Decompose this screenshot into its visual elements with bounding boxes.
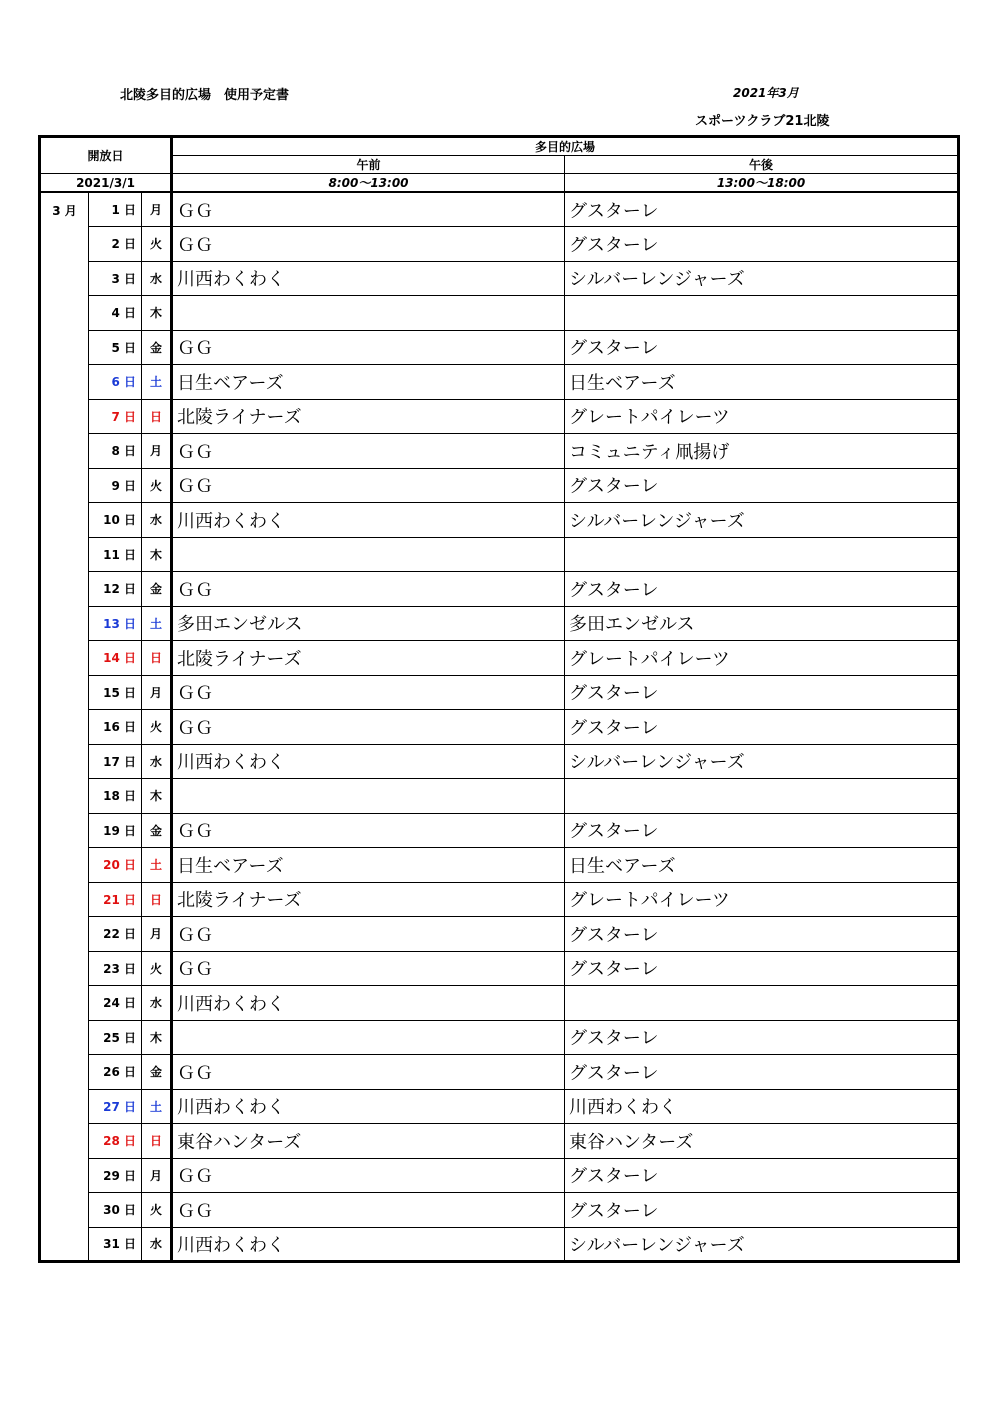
day-number: 29 日 — [89, 1158, 142, 1193]
day-number: 24 日 — [89, 986, 142, 1021]
am-booking: 多田エンゼルス — [172, 606, 565, 641]
facility-header: 多目的広場 — [172, 137, 959, 156]
day-of-week: 火 — [142, 710, 172, 745]
day-of-week: 火 — [142, 951, 172, 986]
table-row — [40, 330, 959, 365]
pm-booking: グスターレ — [565, 675, 959, 710]
day-number: 31 日 — [89, 1227, 142, 1262]
am-booking: ＧＧ — [172, 330, 565, 365]
pm-booking: グレートパイレーツ — [565, 641, 959, 676]
pm-booking: シルバーレンジャーズ — [565, 261, 959, 296]
day-number: 14 日 — [89, 641, 142, 676]
day-number: 13 日 — [89, 606, 142, 641]
am-booking: 北陵ライナーズ — [172, 641, 565, 676]
am-booking: ＧＧ — [172, 572, 565, 607]
day-number: 16 日 — [89, 710, 142, 745]
table-row — [40, 468, 959, 503]
pm-booking: グスターレ — [565, 468, 959, 503]
am-booking: 川西わくわく — [172, 1227, 565, 1262]
am-booking: 北陵ライナーズ — [172, 399, 565, 434]
day-of-week: 土 — [142, 606, 172, 641]
pm-booking: グレートパイレーツ — [565, 399, 959, 434]
day-number: 19 日 — [89, 813, 142, 848]
pm-booking — [565, 779, 959, 814]
table-row — [40, 296, 959, 331]
am-booking: 東谷ハンターズ — [172, 1124, 565, 1159]
pm-booking: グスターレ — [565, 1055, 959, 1090]
pm-booking: グスターレ — [565, 330, 959, 365]
pm-booking: シルバーレンジャーズ — [565, 1227, 959, 1262]
day-of-week: 金 — [142, 813, 172, 848]
day-number: 17 日 — [89, 744, 142, 779]
day-of-week: 日 — [142, 882, 172, 917]
am-booking: ＧＧ — [172, 1193, 565, 1228]
table-row — [40, 1055, 959, 1090]
day-of-week: 月 — [142, 675, 172, 710]
pm-booking: グスターレ — [565, 917, 959, 952]
am-booking: ＧＧ — [172, 434, 565, 469]
day-of-week: 日 — [142, 1124, 172, 1159]
pm-time: 13:00～18:00 — [565, 174, 959, 193]
day-number: 28 日 — [89, 1124, 142, 1159]
day-of-week: 木 — [142, 1020, 172, 1055]
day-of-week: 火 — [142, 227, 172, 262]
month-label: 3 月 — [40, 192, 89, 1262]
pm-booking: グスターレ — [565, 572, 959, 607]
am-booking: 日生ベアーズ — [172, 365, 565, 400]
pm-booking: シルバーレンジャーズ — [565, 503, 959, 538]
am-booking: ＧＧ — [172, 675, 565, 710]
day-of-week: 金 — [142, 330, 172, 365]
am-booking: 北陵ライナーズ — [172, 882, 565, 917]
day-number: 26 日 — [89, 1055, 142, 1090]
day-number: 30 日 — [89, 1193, 142, 1228]
day-number: 25 日 — [89, 1020, 142, 1055]
pm-booking: グスターレ — [565, 951, 959, 986]
am-booking: ＧＧ — [172, 1158, 565, 1193]
day-number: 4 日 — [89, 296, 142, 331]
table-row — [40, 1158, 959, 1193]
day-of-week: 火 — [142, 468, 172, 503]
table-row — [40, 365, 959, 400]
am-booking: 川西わくわく — [172, 503, 565, 538]
day-of-week: 金 — [142, 1055, 172, 1090]
day-number: 7 日 — [89, 399, 142, 434]
day-of-week: 水 — [142, 986, 172, 1021]
pm-booking: グスターレ — [565, 1020, 959, 1055]
am-booking: 川西わくわく — [172, 986, 565, 1021]
table-row — [40, 434, 959, 469]
pm-booking: 川西わくわく — [565, 1089, 959, 1124]
am-booking — [172, 779, 565, 814]
day-of-week: 金 — [142, 572, 172, 607]
table-row — [40, 1193, 959, 1228]
am-booking: 川西わくわく — [172, 744, 565, 779]
table-row — [40, 917, 959, 952]
pm-booking — [565, 537, 959, 572]
table-row — [40, 675, 959, 710]
document-date: 2021年3月 — [733, 86, 799, 100]
am-booking: ＧＧ — [172, 917, 565, 952]
table-row — [40, 606, 959, 641]
pm-booking: シルバーレンジャーズ — [565, 744, 959, 779]
table-row — [40, 951, 959, 986]
am-booking: ＧＧ — [172, 1055, 565, 1090]
am-booking: ＧＧ — [172, 813, 565, 848]
organization-name: スポーツクラブ21北陵 — [695, 114, 830, 129]
day-of-week: 木 — [142, 537, 172, 572]
day-number: 27 日 — [89, 1089, 142, 1124]
day-number: 23 日 — [89, 951, 142, 986]
pm-booking: グスターレ — [565, 192, 959, 227]
day-number: 2 日 — [89, 227, 142, 262]
day-of-week: 土 — [142, 1089, 172, 1124]
am-booking: ＧＧ — [172, 227, 565, 262]
table-row — [40, 192, 959, 227]
day-number: 21 日 — [89, 882, 142, 917]
day-number: 1 日 — [89, 192, 142, 227]
table-row — [40, 848, 959, 883]
day-of-week: 水 — [142, 744, 172, 779]
table-row — [40, 399, 959, 434]
am-booking: 日生ベアーズ — [172, 848, 565, 883]
day-number: 22 日 — [89, 917, 142, 952]
day-of-week: 土 — [142, 848, 172, 883]
pm-booking: グスターレ — [565, 1193, 959, 1228]
am-booking — [172, 296, 565, 331]
day-number: 11 日 — [89, 537, 142, 572]
am-booking: ＧＧ — [172, 192, 565, 227]
pm-booking: グスターレ — [565, 710, 959, 745]
pm-booking — [565, 986, 959, 1021]
day-number: 9 日 — [89, 468, 142, 503]
am-booking — [172, 1020, 565, 1055]
day-of-week: 水 — [142, 261, 172, 296]
day-number: 5 日 — [89, 330, 142, 365]
day-number: 18 日 — [89, 779, 142, 814]
table-row — [40, 744, 959, 779]
day-of-week: 火 — [142, 1193, 172, 1228]
day-number: 15 日 — [89, 675, 142, 710]
table-row — [40, 986, 959, 1021]
document-title: 北陵多目的広場 使用予定書 — [120, 88, 290, 103]
am-booking: ＧＧ — [172, 468, 565, 503]
table-row — [40, 779, 959, 814]
am-booking: 川西わくわく — [172, 1089, 565, 1124]
day-number: 10 日 — [89, 503, 142, 538]
table-row — [40, 227, 959, 262]
day-of-week: 月 — [142, 434, 172, 469]
pm-booking: グスターレ — [565, 227, 959, 262]
day-of-week: 土 — [142, 365, 172, 400]
pm-booking: グスターレ — [565, 813, 959, 848]
pm-booking: グスターレ — [565, 1158, 959, 1193]
day-of-week: 日 — [142, 399, 172, 434]
table-row — [40, 813, 959, 848]
table-row — [40, 1089, 959, 1124]
pm-booking: コミュニティ凧揚げ — [565, 434, 959, 469]
open-day-header: 開放日 — [40, 137, 172, 174]
am-header: 午前 — [172, 156, 565, 174]
pm-booking: 多田エンゼルス — [565, 606, 959, 641]
am-time: 8:00～13:00 — [172, 174, 565, 193]
day-number: 12 日 — [89, 572, 142, 607]
table-row — [40, 641, 959, 676]
pm-booking: 東谷ハンターズ — [565, 1124, 959, 1159]
am-booking: ＧＧ — [172, 710, 565, 745]
day-number: 8 日 — [89, 434, 142, 469]
pm-booking: グレートパイレーツ — [565, 882, 959, 917]
am-booking: ＧＧ — [172, 951, 565, 986]
am-booking: 川西わくわく — [172, 261, 565, 296]
table-row — [40, 882, 959, 917]
day-number: 6 日 — [89, 365, 142, 400]
table-row — [40, 572, 959, 607]
day-of-week: 水 — [142, 503, 172, 538]
table-row — [40, 1124, 959, 1159]
pm-header: 午後 — [565, 156, 959, 174]
pm-booking: 日生ベアーズ — [565, 848, 959, 883]
table-row — [40, 261, 959, 296]
day-of-week: 日 — [142, 641, 172, 676]
am-booking — [172, 537, 565, 572]
day-number: 20 日 — [89, 848, 142, 883]
day-of-week: 木 — [142, 779, 172, 814]
table-row — [40, 710, 959, 745]
table-row — [40, 1020, 959, 1055]
pm-booking: 日生ベアーズ — [565, 365, 959, 400]
day-of-week: 月 — [142, 1158, 172, 1193]
table-row — [40, 1227, 959, 1262]
day-of-week: 水 — [142, 1227, 172, 1262]
day-number: 3 日 — [89, 261, 142, 296]
schedule-table — [38, 135, 960, 1263]
table-row — [40, 503, 959, 538]
day-of-week: 月 — [142, 917, 172, 952]
day-of-week: 月 — [142, 192, 172, 227]
open-date: 2021/3/1 — [40, 174, 172, 193]
table-row — [40, 537, 959, 572]
day-of-week: 木 — [142, 296, 172, 331]
pm-booking — [565, 296, 959, 331]
